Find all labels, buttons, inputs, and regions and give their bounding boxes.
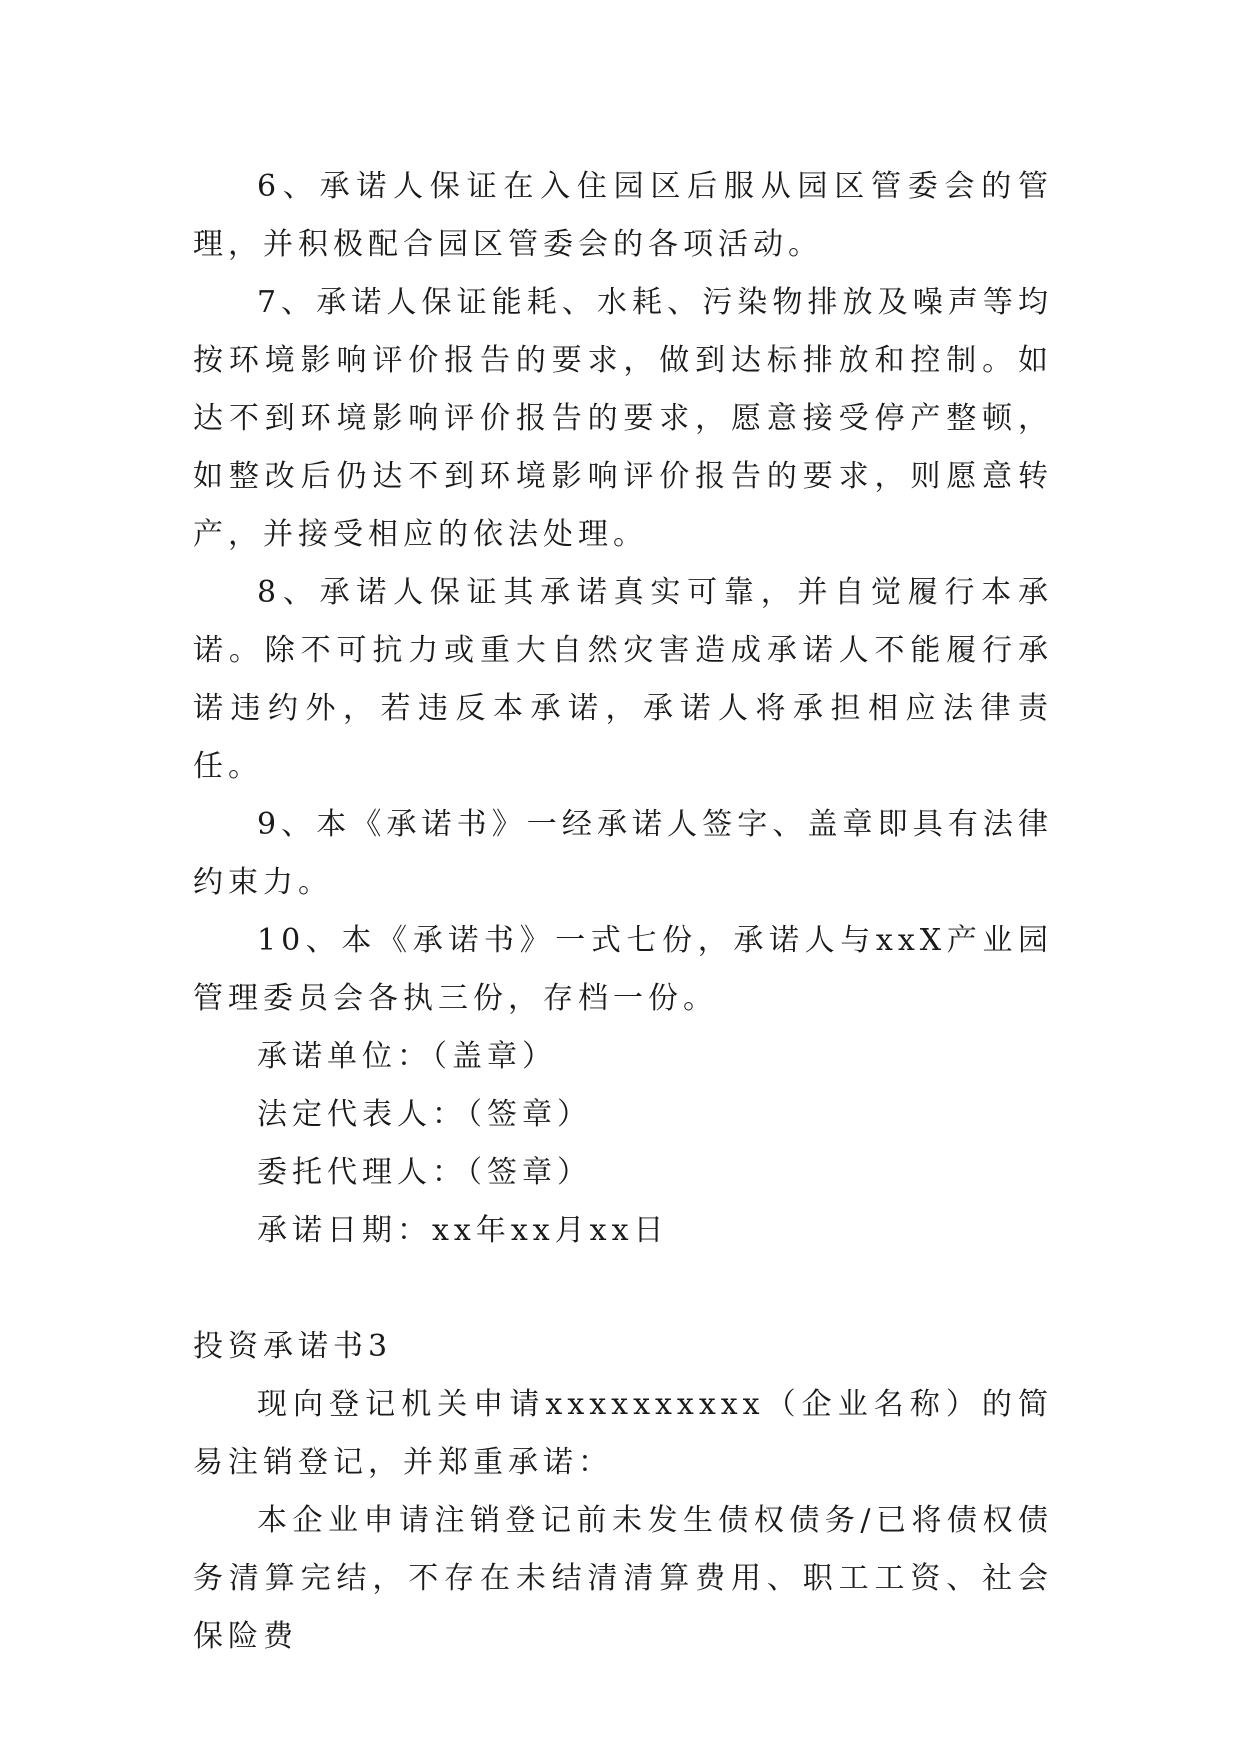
signature-unit: 承诺单位：（盖章）: [257, 1039, 557, 1074]
clause-9: 9、本《承诺书》一经承诺人签字、盖章即具有法律约束力。: [193, 807, 1053, 900]
clause-7: 7、承诺人保证能耗、水耗、污染物排放及噪声等均按环境影响评价报告的要求，做到达标排放和控制。如达不到环境影响评价报告的要求，愿意接受停产整顿，如整改后仍达不到环境影响评价报告的要求，则愿意转产，并接受相应的依法处理。: [193, 285, 1053, 552]
clause-8: 8、承诺人保证其承诺真实可靠，并自觉履行本承诺。除不可抗力或重大自然灾害造成承诺人不能履行承诺违约外，若违反本承诺，承诺人将承担相应法律责任。: [193, 575, 1053, 784]
section-paragraph-2: 本企业申请注销登记前未发生债权债务/已将债权债务清算完结，不存在未结清清算费用、职工工资、社会保险费: [193, 1503, 1053, 1654]
signature-legal-rep: 法定代表人：（签章）: [257, 1097, 592, 1132]
clause-6: 6、承诺人保证在入住园区后服从园区管委会的管理，并积极配合园区管委会的各项活动。: [193, 169, 1053, 262]
signature-date: 承诺日期：xx年xx月xx日: [257, 1213, 669, 1248]
signature-agent: 委托代理人：（签章）: [257, 1155, 592, 1190]
document-page: [193, 158, 1053, 1666]
clause-10: 10、本《承诺书》一式七份，承诺人与xxX产业园管理委员会各执三份，存档一份。: [193, 923, 1053, 1016]
section-title: 投资承诺书3: [193, 1329, 393, 1364]
section-paragraph-1: 现向登记机关申请xxxxxxxxxx（企业名称）的简易注销登记，并郑重承诺：: [193, 1387, 1053, 1480]
